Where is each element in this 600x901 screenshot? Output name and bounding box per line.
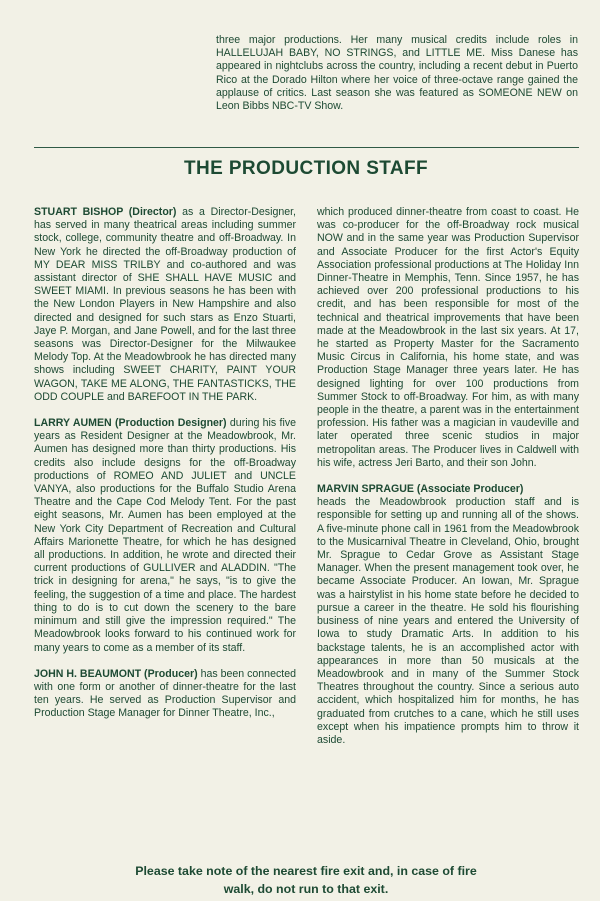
bio-john-beaumont — [34, 668, 296, 721]
section-heading: THE PRODUCTION STAFF — [183, 158, 429, 179]
bio-marvin-sprague — [317, 483, 579, 747]
bio-text: as a Director-Designer, has served in many theatrical areas including summer stock, college, community theatre and off-Broadway. In New York he directed the off-Broadway production of MY DEAR MISS TRILBY and co-authored and was assistant director of SHE SHALL HAVE MUSIC and SWEET MIAMI. In previous seasons he has been with the New London Players in New Hampshire and also directed and designed for such stars as Enzo Stuarti, Jaye P. Morgan, and Jane Powell, and for the last three seasons was Director-Designer for the Milwaukee Melody Top. At the Meadowbrook he has directed many shows including SWEET CHARITY, PAINT YOUR WAGON, TAKE ME ALONG, THE FANTASTICKS, THE ODD COUPLE and BAREFOOT IN THE PARK. — [34, 206, 297, 403]
left-column — [34, 206, 296, 734]
bio-text: has been connected with one form or another of dinner-theatre for the last ten years. He served as Production Supervisor and Production Stage Manager for Dinner Theatre, Inc., — [34, 667, 296, 720]
bio-text: heads the Meadowbrook production staff and is responsible for setting up and running all of the shows. A five-minute phone call in 1961 from the Meadowbrook to the Musicarnival Theatre in Cleveland, Ohio, brought Mr. Sprague to Cedar Grove as Assistant Stage Manager. When the present management took over, he became Associate Producer. An Iowan, Mr. Sprague was a hairstylist in his home state before he decided to pursue a career in the theatre. He sold his flourishing business of nine years and entered the University of Iowa to study Dramatic Arts. In addition to his backstage talents, he is an accomplished actor with appearances in more than 50 musicals at the Meadowbrook and in many of the Summer Stock Theatres throughout the country. Since a serious auto accident, which hospitalized him for months, he has graduated from crutches to a cane, which he still uses except when his impatience prompts him to throw it aside. — [317, 496, 579, 746]
bio-name: LARRY AUMEN (Production Designer) — [34, 417, 227, 430]
bio-stuart-bishop — [34, 206, 296, 404]
bio-name: MARVIN SPRAGUE (Associate Producer) — [317, 483, 524, 496]
notice-line-2: walk, do not run to that exit. — [223, 882, 389, 896]
bio-name: JOHN H. BEAUMONT (Producer) — [34, 667, 198, 680]
fire-exit-notice — [0, 862, 600, 898]
bio-name: STUART BISHOP (Director) — [34, 206, 177, 218]
right-column — [317, 206, 579, 760]
bio-text: during his five years as Resident Designer at the Meadowbrook, Mr. Aumen has designed more than thirty productions. His credits also include designs for the off-Broadway productions of ROMEO AND JULIET and UNCLE VANYA, also productions for the Buffalo Studio Arena Theatre and the Cape Cod Melody Tent. For the past eight seasons, Mr. Aumen has been employed at the New York City Department of Recreation and Cultural Affairs Marionette Theatre, for which he has designed all productions. In addition, he wrote and directed their current productions of GULLIVER and ALADDIN. "The trick in designing for arena," he says, "is to give the feeling, the suggestion of a time and place. The hardest thing to do is to cut down the scenery to the bare minimum and still give the impression required." The Meadowbrook looks forward to his continued work for many years to come as a member of its staff. — [34, 417, 297, 654]
bio-larry-aumen — [34, 417, 296, 655]
notice-line-1: Please take note of the nearest fire exit and, in case of fire — [135, 864, 477, 878]
bio-john-beaumont-continued: which produced dinner-theatre from coast to coast. He was co-producer for the off-Broadway rock musical NOW and in the same year was Production Supervisor and Associate Producer for the first Actor's Equity Association professional productions at The Holiday Inn Dinner-Theatre in Memphis, Tenn. Since 1957, he has achieved over 200 professional productions to his credit, and has been responsible for most of the technical and theatrical improvements that have been made at the Meadowbrook in the last six years. At 17, he started as Property Master for the Sacramento Music Circus in California, his home state, and was Production Stage Manager three years later. He has designed lighting for over 100 productions from Summer Stock to off-Broadway. For him, as with many people in the theatre, a parent was in the entertainment profession. His father was a magician in vaudeville and later operated three scenic studios in major metropolitan areas. The Producer lives in Caldwell with his wife, actress Jeri Barto, and their son John. — [317, 206, 579, 469]
section-divider — [34, 147, 579, 148]
intro-paragraph: three major productions. Her many musical credits include roles in HALLELUJAH BABY, NO STRINGS, and LITTLE ME. Miss Danese has appeared in nightclubs across the country, including a recent debut in Puerto Rico at the Dorado Hilton where her voice of three-octave range gained the applause of critics. Last season she was featured as SOMEONE NEW on Leon Bibbs NBC-TV Show. — [216, 34, 578, 113]
